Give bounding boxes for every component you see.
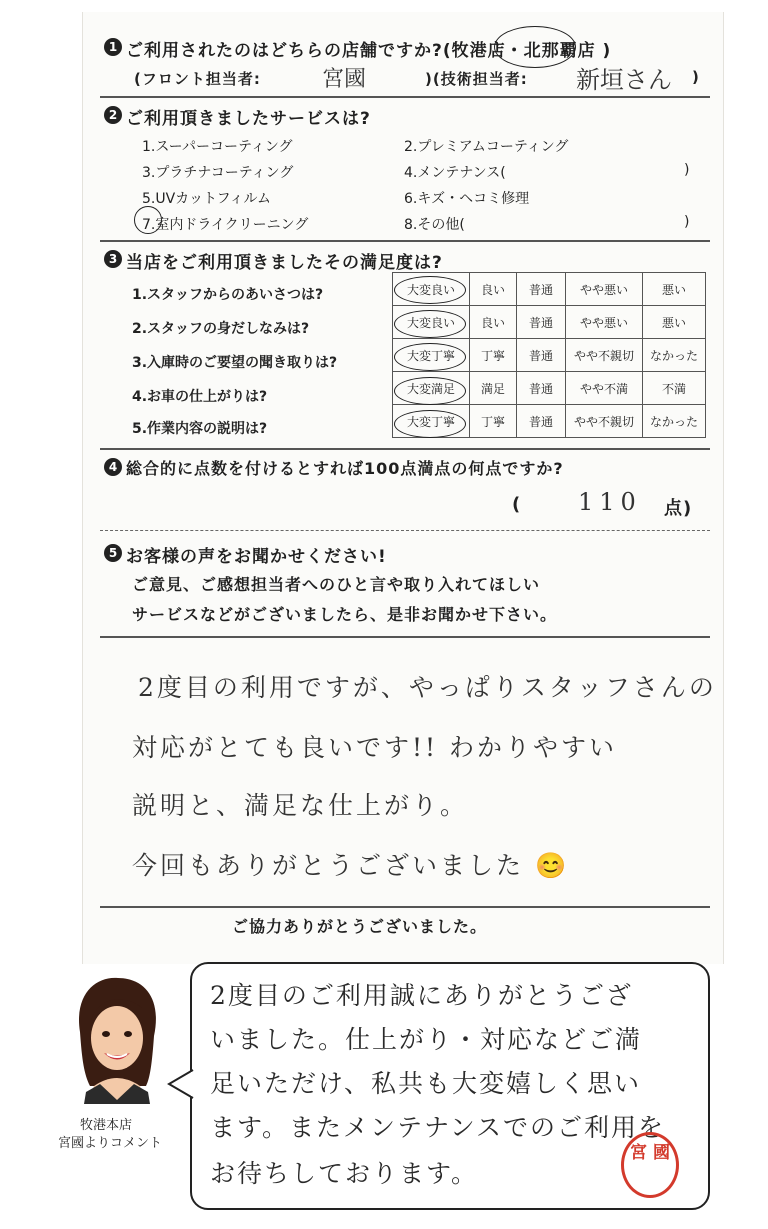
question-5-instruction: ご意見、ご感想担当者へのひと言や取り入れてほしい: [132, 575, 541, 594]
staff-store: 牧港本店: [80, 1118, 133, 1133]
score-unit: 点): [664, 498, 693, 519]
satisfaction-option: 普通: [517, 405, 566, 438]
satisfaction-option: 大変満足: [393, 372, 470, 405]
satisfaction-option: 普通: [517, 273, 566, 306]
divider: [100, 448, 710, 450]
staff-reply-line: ます。またメンテナンスでのご利用を: [210, 1113, 666, 1142]
score-value: 110: [578, 488, 642, 516]
satisfaction-option: やや悪い: [566, 273, 643, 306]
satisfaction-question: 3.入庫時のご要望の聞き取りは?: [132, 355, 338, 371]
satisfaction-selection-circle: [394, 276, 466, 304]
divider: [100, 240, 710, 242]
question-3-number: 3: [104, 250, 122, 268]
satisfaction-option: 大変丁寧: [393, 339, 470, 372]
staff-reply-line: いました。仕上がり・対応などご満: [210, 1025, 643, 1054]
satisfaction-option: 大変良い: [393, 306, 470, 339]
satisfaction-option: 丁寧: [470, 339, 517, 372]
customer-comment-line: 説明と、満足な仕上がり。: [132, 791, 469, 820]
customer-comment-line: 対応がとても良いです!! わかりやすい: [132, 733, 618, 762]
front-staff-name: 宮國: [322, 67, 367, 92]
satisfaction-option: やや不満: [566, 372, 643, 405]
divider: [100, 636, 710, 638]
question-4-number: 4: [104, 458, 122, 476]
satisfaction-option: 大変良い: [393, 273, 470, 306]
satisfaction-option: 悪い: [643, 306, 706, 339]
survey-footer: ご協力ありがとうございました。: [232, 917, 488, 936]
satisfaction-option: なかった: [643, 339, 706, 372]
staff-avatar: [66, 974, 166, 1104]
satisfaction-option: 普通: [517, 339, 566, 372]
service-option: 8.その他(: [404, 217, 465, 233]
score-open-paren: (: [512, 494, 522, 515]
satisfaction-question: 4.お車の仕上がりは?: [132, 389, 268, 405]
divider: [100, 906, 710, 908]
service-option: 4.メンテナンス(: [404, 165, 506, 181]
store-makiminato: 牧港店: [451, 41, 506, 61]
satisfaction-selection-circle: [394, 377, 466, 405]
question-4-text: 総合的に点数を付けるとすれば100点満点の何点ですか?: [126, 459, 564, 478]
satisfaction-selection-circle: [394, 343, 466, 371]
divider: [100, 530, 710, 531]
staff-comment-label: 宮國よりコメント: [58, 1136, 163, 1151]
service-selection-circle: [134, 206, 162, 234]
satisfaction-question: 1.スタッフからのあいさつは?: [132, 287, 324, 303]
question-5-number: 5: [104, 544, 122, 562]
customer-comment-line: 2度目の利用ですが、やっぱりスタッフさんの: [138, 673, 717, 702]
paren-close: ): [684, 162, 690, 178]
question-2-number: 2: [104, 106, 122, 124]
tech-staff-label: )(技術担当者:: [425, 70, 528, 88]
satisfaction-option: 悪い: [643, 273, 706, 306]
satisfaction-option: 満足: [470, 372, 517, 405]
satisfaction-option: やや不親切: [566, 405, 643, 438]
customer-comment-line: 今回もありがとうございました 😊: [132, 851, 570, 880]
question-5-instruction: サービスなどがございましたら、是非お聞かせ下さい。: [132, 605, 558, 624]
question-1-number: 1: [104, 38, 122, 56]
staff-reply-line: 2度目のご利用誠にありがとうござ: [210, 981, 633, 1010]
service-option: 6.キズ・ヘコミ修理: [404, 191, 530, 207]
tech-staff-name: 新垣さん: [576, 66, 672, 94]
satisfaction-option: 良い: [470, 306, 517, 339]
divider: [100, 96, 710, 98]
store-kitanaha: 北那覇店 ): [523, 41, 612, 61]
tech-staff-close: ): [692, 68, 700, 86]
satisfaction-option: 大変丁寧: [393, 405, 470, 438]
name-stamp: 宮 國: [621, 1132, 679, 1198]
service-option: 5.UVカットフィルム: [142, 191, 271, 207]
question-1-text: ご利用されたのはどちらの店舗ですか?(牧港店・北那覇店 ): [126, 41, 612, 61]
satisfaction-option: 普通: [517, 306, 566, 339]
store-selection-circle: [494, 26, 576, 68]
service-option: 2.プレミアムコーティング: [404, 139, 569, 155]
question-2-text: ご利用頂きましたサービスは?: [126, 109, 371, 129]
satisfaction-option: 普通: [517, 372, 566, 405]
satisfaction-option: やや不親切: [566, 339, 643, 372]
satisfaction-selection-circle: [394, 310, 466, 338]
satisfaction-question: 2.スタッフの身だしなみは?: [132, 321, 310, 337]
satisfaction-option: 丁寧: [470, 405, 517, 438]
paren-close: ): [684, 214, 690, 230]
satisfaction-option: 不満: [643, 372, 706, 405]
staff-reply-line: お待ちしております。: [210, 1159, 479, 1188]
satisfaction-option: 良い: [470, 273, 517, 306]
satisfaction-question: 5.作業内容の説明は?: [132, 421, 268, 437]
service-option: 7.室内ドライクリーニング: [142, 217, 309, 233]
front-staff-label: (フロント担当者:: [134, 70, 261, 88]
staff-reply-line: 足いただけ、私共も大変嬉しく思い: [210, 1069, 642, 1098]
satisfaction-selection-circle: [394, 410, 466, 438]
service-option: 1.スーパーコーティング: [142, 139, 293, 155]
question-3-text: 当店をご利用頂きましたその満足度は?: [126, 253, 443, 273]
service-option: 3.プラチナコーティング: [142, 165, 294, 181]
satisfaction-option: やや悪い: [566, 306, 643, 339]
speech-bubble-tail: [165, 1068, 195, 1100]
question-5-text: お客様の声をお聞かせください!: [126, 547, 387, 567]
satisfaction-option: なかった: [643, 405, 706, 438]
